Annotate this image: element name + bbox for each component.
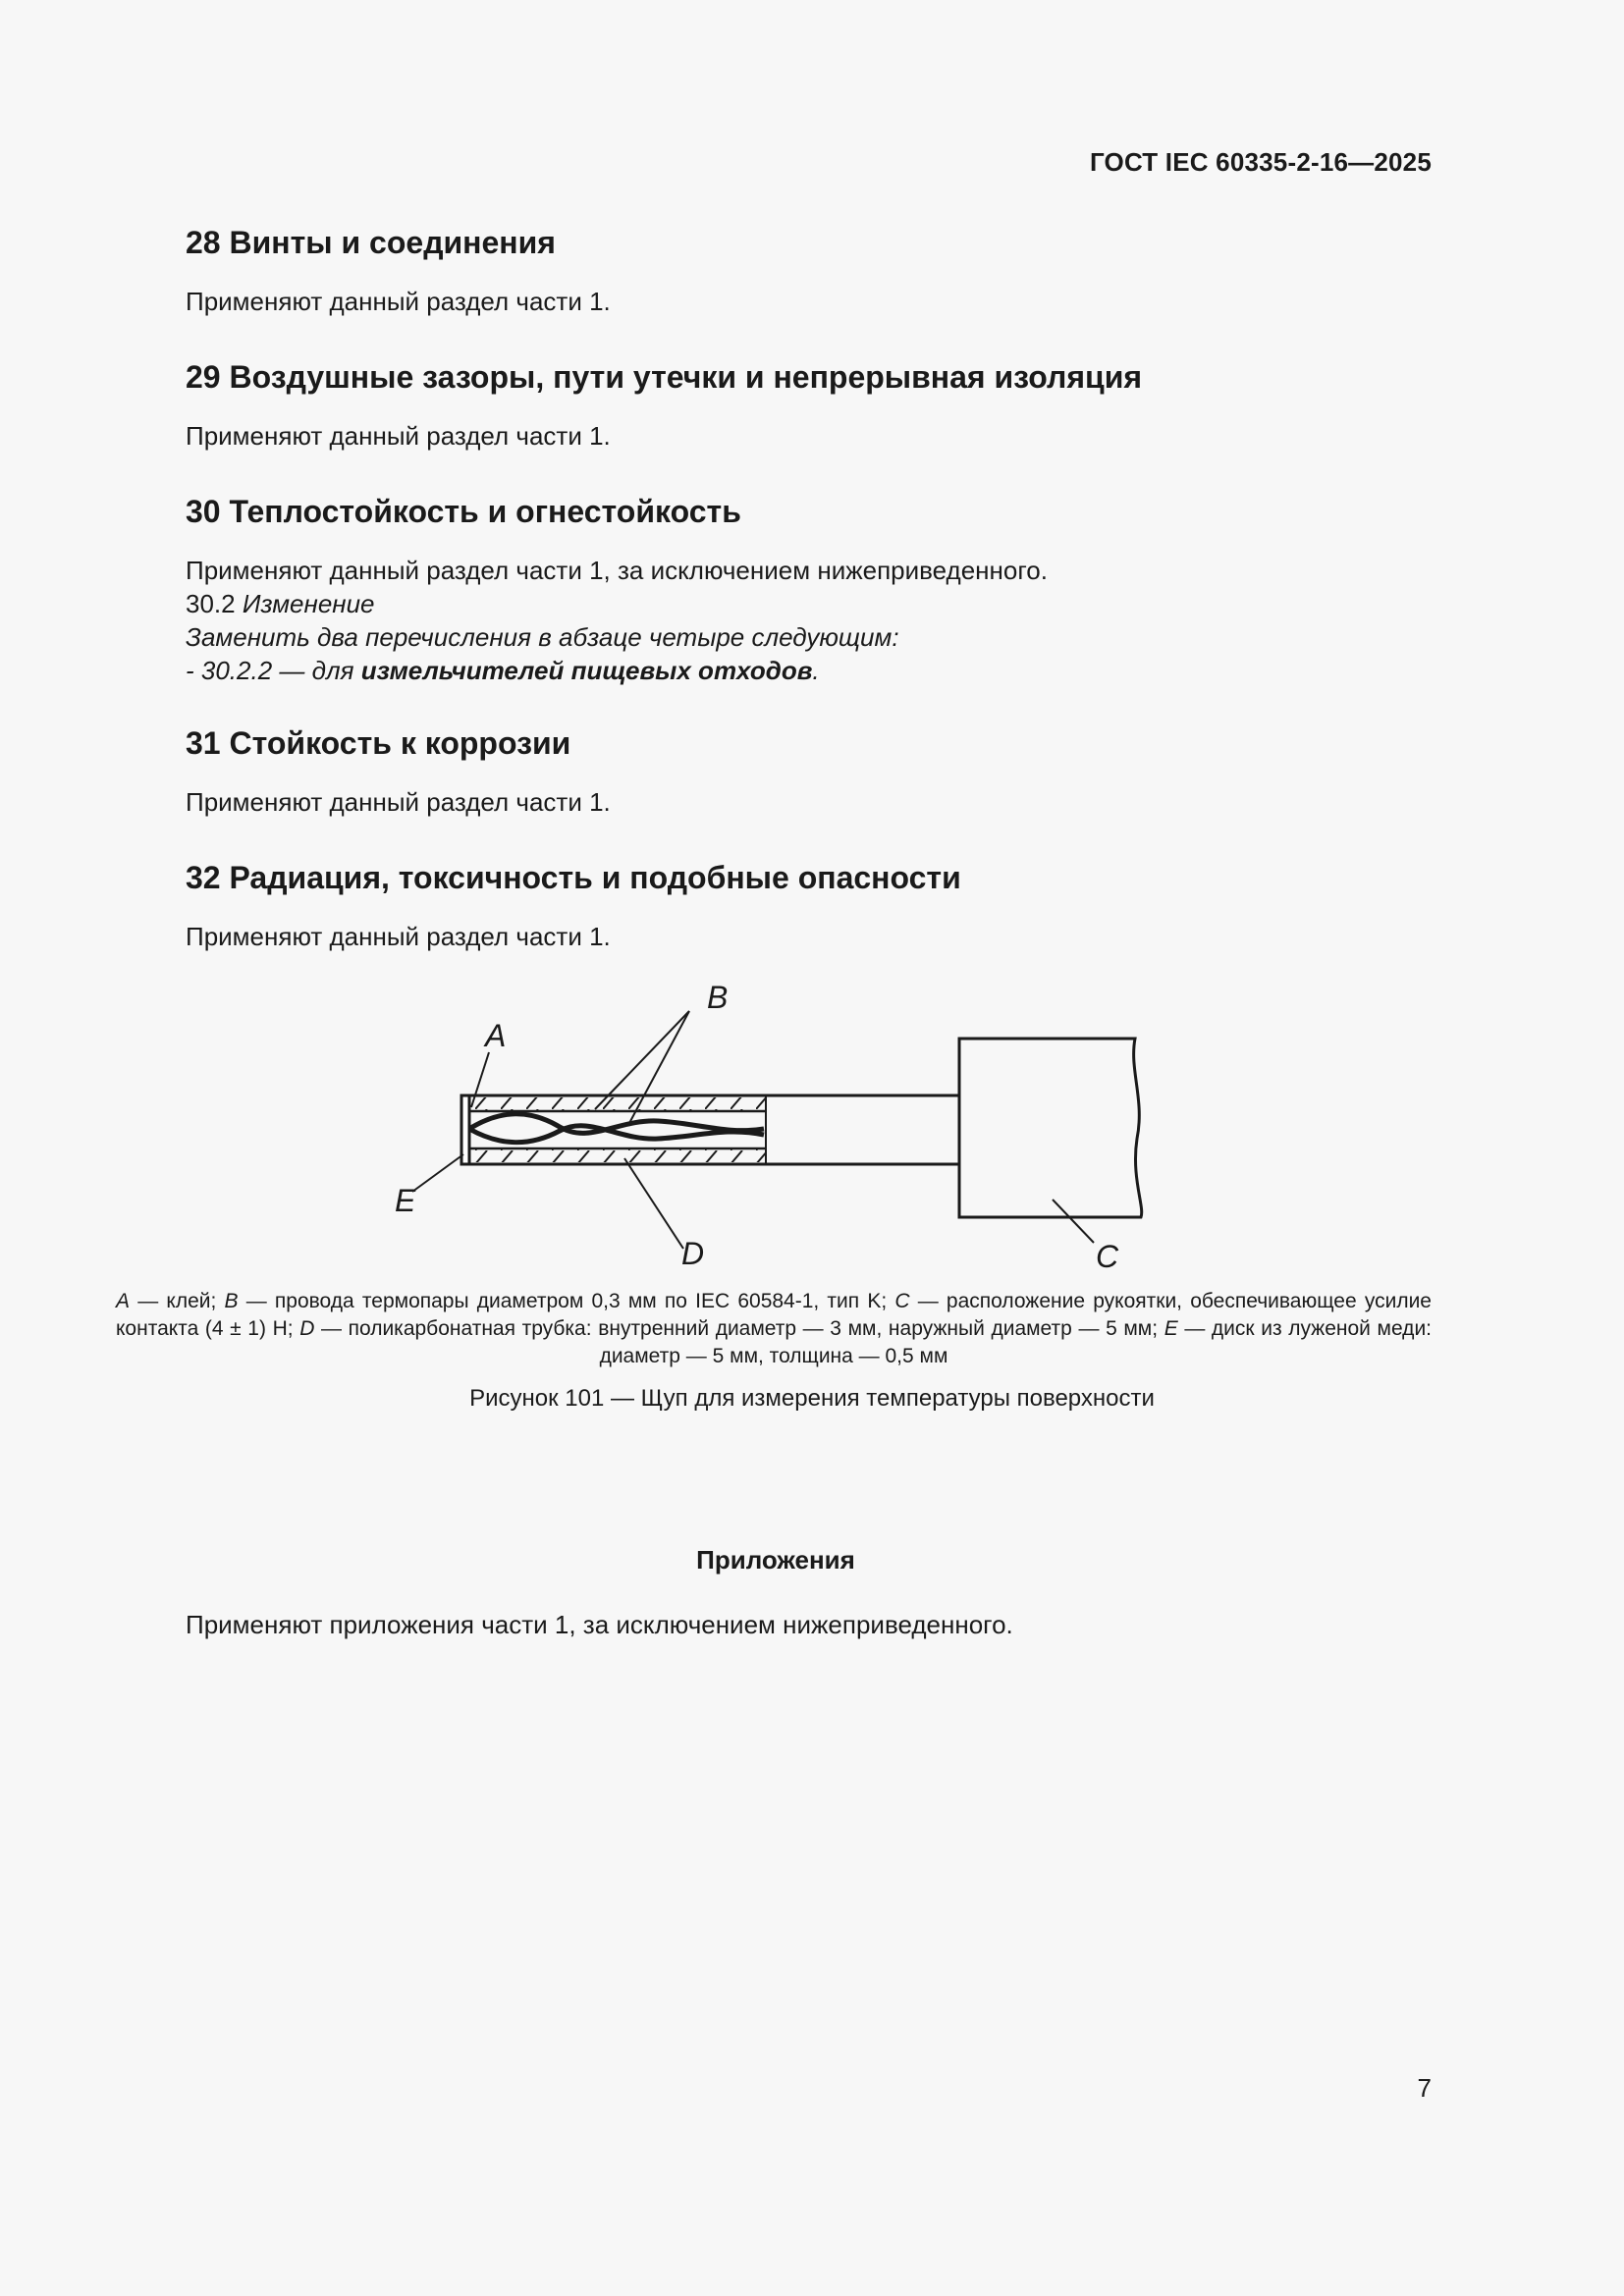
section-body: Применяют данный раздел части 1. xyxy=(186,922,611,951)
annex-body: Применяют приложения части 1, за исключением нижеприведенного. xyxy=(186,1610,1013,1639)
annex-title: Приложения xyxy=(696,1545,855,1575)
section-31 xyxy=(186,724,1433,819)
legend-text: — расположение рукоятки, обеспечивающее усилие контакта (4 ± 1) Н; xyxy=(116,1290,1432,1340)
section-body: Применяют данный раздел части 1. xyxy=(186,421,611,451)
clause-30-2 xyxy=(186,587,1433,620)
label-c: C xyxy=(1096,1239,1119,1274)
legend-key: E xyxy=(1164,1317,1178,1340)
section-28 xyxy=(186,224,1433,318)
item-suffix: . xyxy=(812,656,820,685)
probe-figure xyxy=(373,972,1178,1286)
item-prefix: - 30.2.2 — для xyxy=(186,656,361,685)
section-body: Применяют данный раздел части 1. xyxy=(186,787,611,817)
clause-instruction: Заменить два перечисления в абзаце четыре следующим: xyxy=(186,622,899,652)
section-heading: 31 Стойкость к коррозии xyxy=(186,725,571,761)
page-number: 7 xyxy=(1417,2073,1432,2103)
section-29 xyxy=(186,358,1433,453)
section-heading: 29 Воздушные зазоры, пути утечки и непрерывная изоляция xyxy=(186,359,1143,395)
section-heading: 28 Винты и соединения xyxy=(186,225,556,260)
document-code: ГОСТ IEC 60335-2-16—2025 xyxy=(1089,147,1432,177)
figure-title: Рисунок 101 — Щуп для измерения температуры поверхности xyxy=(469,1385,1155,1412)
label-a: A xyxy=(485,1018,507,1053)
legend-key: B xyxy=(224,1290,239,1312)
legend-key: D xyxy=(299,1317,315,1340)
section-body: Применяют данный раздел части 1, за исключением нижеприведенного. xyxy=(186,556,1048,585)
item-bold-term: измельчителей пищевых отходов xyxy=(360,656,813,685)
section-30 xyxy=(186,493,1433,687)
tube-wall-bottom xyxy=(471,1148,766,1162)
label-b: B xyxy=(707,980,729,1015)
figure-legend xyxy=(116,1288,1432,1370)
section-heading: 30 Теплостойкость и огнестойкость xyxy=(186,494,741,529)
legend-text: — клей; xyxy=(130,1290,225,1312)
legend-text: — диск из луженой меди: диаметр — 5 мм, толщина — 0,5 мм xyxy=(599,1317,1433,1367)
probe-handle xyxy=(959,1039,1142,1217)
clause-item xyxy=(186,654,1433,687)
clause-number: 30.2 xyxy=(186,589,236,618)
legend-key: C xyxy=(894,1290,910,1312)
clause-title: Изменение xyxy=(242,589,375,618)
label-e: E xyxy=(395,1183,416,1218)
legend-text: — провода термопары диаметром 0,3 мм по IEC 60584-1, тип K; xyxy=(238,1290,895,1312)
legend-key: A xyxy=(116,1290,131,1312)
section-body: Применяют данный раздел части 1. xyxy=(186,287,611,316)
section-heading: 32 Радиация, токсичность и подобные опасности xyxy=(186,860,961,895)
tube-wall-top xyxy=(471,1097,766,1111)
section-32 xyxy=(186,859,1433,953)
label-d: D xyxy=(681,1236,705,1271)
legend-text: — поликарбонатная трубка: внутренний диаметр — 3 мм, наружный диаметр — 5 мм; xyxy=(314,1317,1164,1340)
